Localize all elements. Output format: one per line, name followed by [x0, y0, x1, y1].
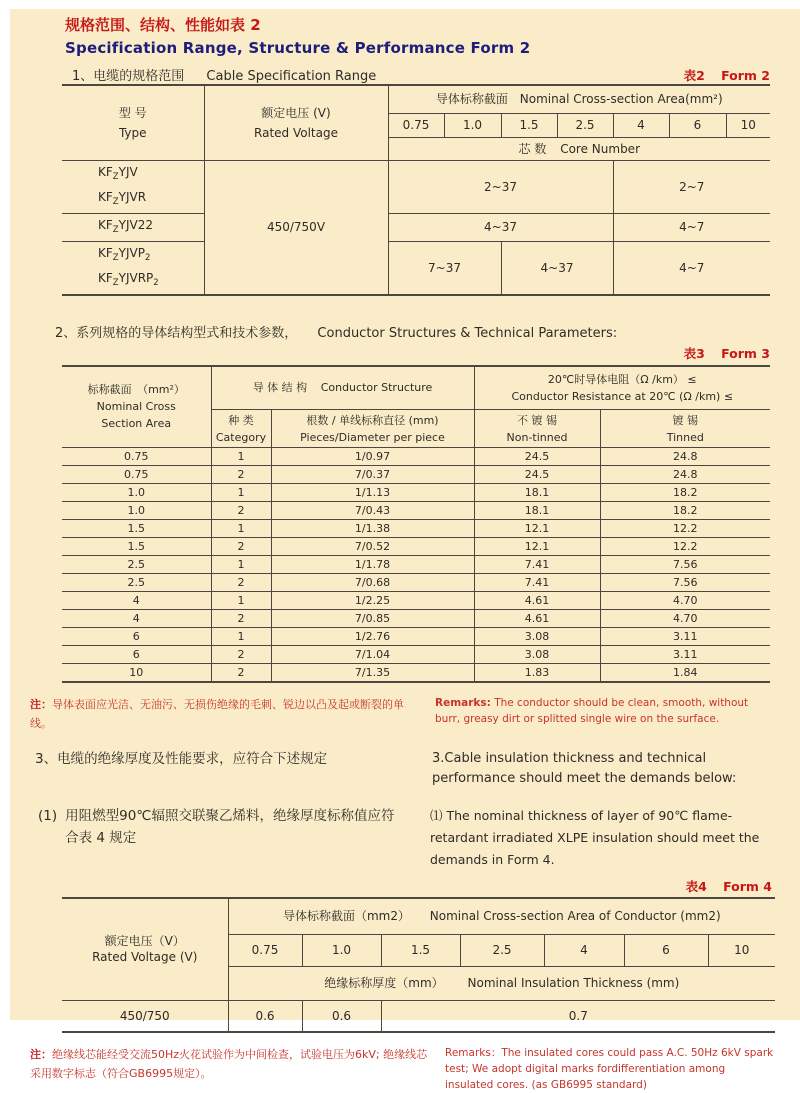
- table4-thickness-header-en: Nominal Insulation Thickness (mm): [467, 976, 680, 990]
- table3-nontinned-header: [474, 410, 600, 448]
- page-title-en: Specification Range, Structure & Performance Form 2: [65, 39, 531, 57]
- table4-area-value: 1.0: [302, 934, 381, 966]
- section3-zh: 3、电缆的绝缘厚度及性能要求，应符合下述规定: [35, 751, 328, 767]
- table-row: [62, 466, 770, 484]
- form3-label: [684, 344, 770, 362]
- table-cell: 4.70: [600, 592, 770, 610]
- table-row: [62, 538, 770, 556]
- table3-tinned-header-zh: 镀 锡: [672, 413, 698, 427]
- table-cell: 4: [62, 610, 211, 628]
- table-cell: 7.56: [600, 556, 770, 574]
- table-row: [62, 664, 770, 683]
- table-cell: 7/0.43: [271, 502, 474, 520]
- table-row: [62, 556, 770, 574]
- table-cell: 24.5: [474, 466, 600, 484]
- table2-voltage-header-zh: 额定电压 (V): [261, 105, 331, 120]
- table-cell: 1.0: [62, 484, 211, 502]
- table4-voltage-header-en: Rated Voltage (V): [92, 950, 198, 965]
- table2-type-header-zh: 型 号: [118, 105, 147, 120]
- note1-row: [30, 695, 800, 733]
- table2-voltage-header-en: Rated Voltage: [254, 125, 338, 140]
- table-cell: 6: [62, 628, 211, 646]
- section1-heading-zh: 1、电缆的规格范围: [72, 69, 185, 84]
- table3-body: [62, 448, 770, 683]
- table-cell: 7/0.37: [271, 466, 474, 484]
- table-cell: 0.75: [62, 466, 211, 484]
- document-page: [10, 9, 800, 1091]
- section1-heading-en: Cable Specification Range: [206, 69, 377, 84]
- table-row: [62, 160, 770, 213]
- table-cell: 1/2.76: [271, 628, 474, 646]
- table-cell: 2.5: [62, 574, 211, 592]
- section1-heading: [72, 65, 376, 84]
- table-cell: 1: [211, 628, 271, 646]
- core-number-cell: 7~37: [388, 241, 501, 295]
- table4-area-value: 2.5: [460, 934, 544, 966]
- table-cell: 7/1.04: [271, 646, 474, 664]
- table-cell: 0.75: [62, 448, 211, 466]
- table-cell: 12.2: [600, 520, 770, 538]
- table4-area-header: [228, 898, 775, 934]
- conductor-structure-table: [62, 365, 770, 684]
- table-cell: 1: [211, 556, 271, 574]
- table-cell: 4.61: [474, 592, 600, 610]
- table2-area-value: 0.75: [388, 113, 444, 137]
- table-row: [62, 628, 770, 646]
- table2-type-header-en: Type: [118, 125, 147, 140]
- section3-item1-row: [38, 805, 800, 871]
- table-row: [62, 520, 770, 538]
- table3-tinned-header-en: Tinned: [666, 430, 704, 444]
- table-cell: 1/2.25: [271, 592, 474, 610]
- table4-thickness-value: 0.6: [228, 1000, 302, 1032]
- table-cell: 1.83: [474, 664, 600, 683]
- table2-core-header-zh: 芯 数: [518, 141, 547, 156]
- table-cell: 7.41: [474, 574, 600, 592]
- table2-type-header: [62, 85, 204, 160]
- table-cell: 24.8: [600, 466, 770, 484]
- table4-voltage-header: [62, 898, 228, 1000]
- core-number-cell: 2~7: [613, 160, 770, 213]
- insulation-thickness-table: [62, 897, 775, 1033]
- note1-en: [435, 695, 775, 733]
- table4-thickness-header-zh: 绝缘标称厚度（mm）: [324, 976, 444, 990]
- table-cell: 1/1.38: [271, 520, 474, 538]
- table-cell: 18.1: [474, 502, 600, 520]
- table4-thickness-value: 0.7: [381, 1000, 775, 1032]
- table2-area-value: 4: [613, 113, 669, 137]
- table-cell: 7.41: [474, 556, 600, 574]
- note2-en: [445, 1045, 775, 1093]
- table2-core-header: [388, 137, 770, 160]
- table-cell: 7/1.35: [271, 664, 474, 683]
- note1-zh: [30, 695, 422, 733]
- table-cell: 12.1: [474, 538, 600, 556]
- table3-structure-header: [211, 366, 474, 410]
- table-cell: 2: [211, 574, 271, 592]
- table3-col1-header-zh: 标称截面 （mm²）: [87, 383, 185, 397]
- table3-col1-header: [62, 366, 211, 448]
- note1-en-text: The conductor should be clean, smooth, without burr, greasy dirt or splitted single wire on the surface.: [435, 697, 749, 725]
- note1-en-prefix: Remarks:: [435, 697, 491, 709]
- table4-thickness-value: 0.6: [302, 1000, 381, 1032]
- table-cell: 2: [211, 538, 271, 556]
- table4-area-value: 10: [708, 934, 775, 966]
- table4-thickness-header: [228, 966, 775, 1000]
- table-cell: 18.2: [600, 502, 770, 520]
- table-cell: 4.70: [600, 610, 770, 628]
- core-number-cell: 2~37: [388, 160, 613, 213]
- table-row: [62, 502, 770, 520]
- table-cell: 18.1: [474, 484, 600, 502]
- table-cell: 3.11: [600, 628, 770, 646]
- section3-en: 3.Cable insulation thickness and technical performance should meet the demands below:: [432, 751, 737, 786]
- cable-type-cell: $KF_ZYJVP_2$ $KF_ZYJVRP_2$: [62, 241, 204, 295]
- table4-area-header-en: Nominal Cross-section Area of Conductor (mm2): [429, 909, 721, 924]
- table3-category-header-zh: 种 类: [228, 413, 254, 427]
- core-number-cell: 4~7: [613, 241, 770, 295]
- table-cell: 10: [62, 664, 211, 683]
- table-cell: 7.56: [600, 574, 770, 592]
- table3-resistance-header-en: Conductor Resistance at 20℃ (Ω /km) ≤: [511, 389, 734, 403]
- table2-body: [62, 160, 770, 295]
- table-cell: 2: [211, 502, 271, 520]
- table-row: [62, 241, 770, 295]
- table-cell: 1/0.97: [271, 448, 474, 466]
- note2-zh-text: 绝缘线芯能经受交流50Hz火花试验作为中间检查，试验电压为6kV; 绝缘线芯采用数字标志（符合GB6995规定）。: [30, 1048, 428, 1080]
- table-row: [62, 484, 770, 502]
- table2-area-value: 10: [726, 113, 770, 137]
- table-row: [62, 448, 770, 466]
- table3-nontinned-header-en: Non-tinned: [506, 430, 568, 444]
- cable-type-cell: $KF_ZYJV22$: [62, 213, 204, 241]
- note2-en-prefix: Remarks：: [445, 1047, 502, 1059]
- table3-category-header-en: Category: [215, 430, 267, 444]
- core-number-cell: 4~37: [501, 241, 613, 295]
- table4-area-value: 1.5: [381, 934, 460, 966]
- section2-heading-en: Conductor Structures & Technical Parameters:: [317, 325, 618, 341]
- table-cell: 3.08: [474, 628, 600, 646]
- table3-resistance-header: [474, 366, 770, 410]
- note1-zh-prefix: 注：: [30, 698, 52, 711]
- form2-label-zh: 表2: [683, 68, 705, 83]
- table2-area-value: 2.5: [557, 113, 613, 137]
- form3-label-en: Form 3: [721, 345, 770, 361]
- table4-data-row: [62, 1000, 775, 1032]
- table3-pieces-header-en: Pieces/Diameter per piece: [300, 430, 445, 444]
- table-cell: 24.5: [474, 448, 600, 466]
- table-row: [62, 610, 770, 628]
- cable-type-cell: $KF_ZYJV$ $KF_ZYJVR$: [62, 160, 204, 213]
- table-cell: 12.2: [600, 538, 770, 556]
- form4-label: [686, 877, 772, 895]
- table2-area-value: 1.0: [444, 113, 501, 137]
- section1-heading-row: [72, 66, 770, 84]
- table3-resistance-header-zh: 20℃时导体电阻（Ω /km） ≤: [547, 372, 697, 386]
- table-cell: 1.5: [62, 538, 211, 556]
- table-row: [62, 646, 770, 664]
- form2-label: [684, 66, 770, 84]
- table3-col1-header-en2: Section Area: [101, 417, 172, 431]
- core-number-cell: 4~7: [613, 213, 770, 241]
- table-cell: 7/0.68: [271, 574, 474, 592]
- table4-area-value: 6: [624, 934, 708, 966]
- table3-nontinned-header-zh: 不 镀 锡: [517, 413, 557, 427]
- section2-heading-zh: 2、系列规格的导体结构型式和技术参数，: [55, 325, 298, 341]
- table-cell: 3.11: [600, 646, 770, 664]
- table3-pieces-header: [271, 410, 474, 448]
- table4-area-header-zh: 导体标称截面（mm2）: [282, 909, 410, 924]
- table2-area-value: 1.5: [501, 113, 557, 137]
- section3-item1-zh: [38, 805, 402, 871]
- table4-voltage-header-zh: 额定电压（V）: [104, 934, 185, 949]
- table3-tinned-header: [600, 410, 770, 448]
- table-cell: 4: [62, 592, 211, 610]
- table2-area-header: [388, 85, 770, 113]
- table4-voltage-value: 450/750: [62, 1000, 228, 1032]
- table2-area-header-zh: 导体标称截面: [435, 92, 508, 107]
- table-cell: 1.84: [600, 664, 770, 683]
- rated-voltage-cell: 450/750V: [204, 160, 388, 295]
- form4-label-en: Form 4: [723, 879, 772, 894]
- item1-marker: (1): [38, 808, 58, 824]
- table-cell: 1.5: [62, 520, 211, 538]
- core-number-cell: 4~37: [388, 213, 613, 241]
- table-cell: 2: [211, 646, 271, 664]
- table-cell: 2: [211, 466, 271, 484]
- table4-area-value: 4: [544, 934, 624, 966]
- table-cell: 4.61: [474, 610, 600, 628]
- table2-area-header-en: Nominal Cross-section Area(mm²): [519, 92, 723, 107]
- table-row: [62, 213, 770, 241]
- table2-voltage-header: [204, 85, 388, 160]
- table3-category-header: [211, 410, 271, 448]
- cable-specification-table: [62, 84, 770, 296]
- table3-pieces-header-zh: 根数 / 单线标称直径 (mm): [306, 413, 439, 427]
- note1-zh-text: 导体表面应光洁、无油污、无损伤绝缘的毛刺、锐边以凸及起或断裂的单线。: [30, 698, 404, 730]
- table-cell: 3.08: [474, 646, 600, 664]
- table-cell: 1: [211, 592, 271, 610]
- page-title-zh: 规格范围、结构、性能如表 2: [65, 16, 261, 34]
- table-cell: 6: [62, 646, 211, 664]
- item1-zh-text: 用阻燃型90℃辐照交联聚乙烯料，绝缘厚度标称值应符合表 4 规定: [65, 808, 395, 846]
- table3-structure-header-zh: 导 体 结 构: [252, 381, 308, 395]
- note2-row: [30, 1045, 800, 1093]
- table-row: [62, 592, 770, 610]
- form3-label-zh: 表3: [683, 345, 705, 361]
- table-cell: 18.2: [600, 484, 770, 502]
- table-cell: 7/0.85: [271, 610, 474, 628]
- table4-area-value: 0.75: [228, 934, 302, 966]
- form2-label-en: Form 2: [721, 68, 770, 83]
- note2-zh-prefix: 注：: [30, 1048, 52, 1061]
- table-cell: 1: [211, 448, 271, 466]
- table2-core-header-en: Core Number: [560, 141, 640, 156]
- table-cell: 1: [211, 520, 271, 538]
- table-cell: 1.0: [62, 502, 211, 520]
- table3-structure-header-en: Conductor Structure: [320, 381, 433, 395]
- table-cell: 7/0.52: [271, 538, 474, 556]
- table-cell: 12.1: [474, 520, 600, 538]
- note2-zh: [30, 1045, 430, 1093]
- form4-label-zh: 表4: [685, 879, 707, 894]
- table-cell: 2.5: [62, 556, 211, 574]
- table-cell: 1/1.13: [271, 484, 474, 502]
- note2-en-text: The insulated cores could pass A.C. 50Hz 6kV spark test; We adopt digital marks fordifferentiation among insulated cores. (as GB6995 standard): [445, 1047, 774, 1091]
- table-cell: 1: [211, 484, 271, 502]
- table-cell: 2: [211, 664, 271, 683]
- table3-col1-header-en1: Nominal Cross: [96, 400, 176, 414]
- table2-area-value: 6: [669, 113, 726, 137]
- table-cell: 24.8: [600, 448, 770, 466]
- section3-item1-en: ⑴ The nominal thickness of layer of 90℃ flame-retardant irradiated XLPE insulation should meet the demands in Form 4.: [430, 808, 760, 867]
- section2-heading: [55, 322, 800, 342]
- table-cell: 2: [211, 610, 271, 628]
- table-cell: 1/1.78: [271, 556, 474, 574]
- section3-row: [35, 749, 800, 789]
- table-row: [62, 574, 770, 592]
